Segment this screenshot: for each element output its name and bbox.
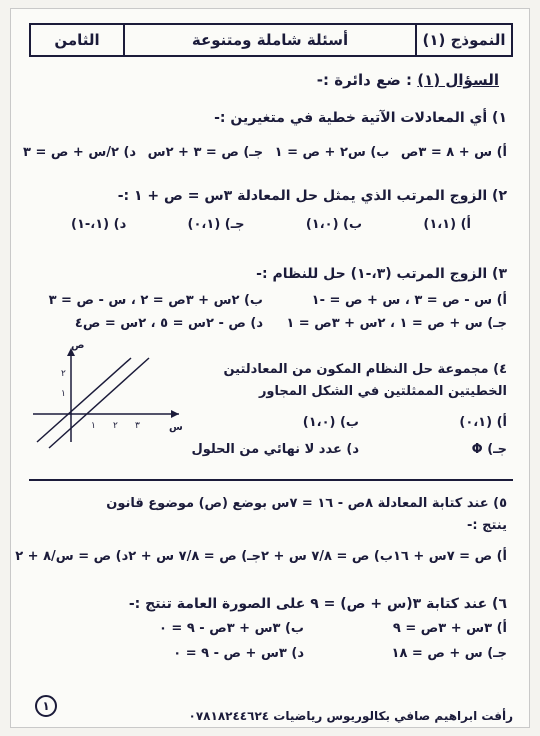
option[interactable]: ب) ص = ٧/٨ س + ٢ (260, 549, 393, 564)
question-4-options (191, 415, 507, 457)
option[interactable]: أ) س + ٨ = ٣ص (400, 145, 507, 160)
option[interactable]: د) عدد لا نهائي من الحلول (191, 442, 359, 457)
option[interactable]: د) ص - ٢س = ٥ ، ٢س = ص٤ (74, 316, 263, 331)
option[interactable]: د) (١،-١) (71, 217, 127, 232)
y-axis-label: ص (71, 340, 85, 351)
question-3-options (23, 293, 507, 331)
lines-graph (31, 340, 183, 444)
option[interactable]: ب) (١،٠) (302, 415, 359, 430)
x-tick: ٣ (135, 421, 140, 431)
option[interactable]: ب) ٢س + ٣ص = ٢ ، س - ص = ٣ (48, 293, 263, 308)
option[interactable]: جـ) س + ص = ١ ، ٢س + ٣ص = ١ (286, 316, 507, 331)
y-tick: ٢ (61, 369, 66, 379)
option[interactable]: أ) (١،١) (423, 217, 471, 232)
option[interactable]: ب) س٢ + ص = ١ (274, 145, 390, 160)
question-5-options (15, 549, 507, 564)
x-axis-label: س (169, 422, 183, 433)
option[interactable]: أ) (٠،١) (459, 415, 507, 430)
header-title: أسئلة شاملة ومتنوعة (123, 25, 415, 55)
y-tick: ١ (61, 389, 66, 399)
question-6-stem: ٦) عند كتابة ٣(س + ص) = ٩ على الصورة العامة تنتج :- (128, 596, 507, 612)
option[interactable]: جـ) (٠،١) (187, 217, 245, 232)
section-instruction: : ضع دائرة :- (316, 71, 413, 89)
question-1-options (23, 145, 507, 160)
option[interactable]: د) ٢/س + ص = ٣ (23, 145, 137, 160)
option[interactable]: أ) س - ص = ٣ ، س + ص = -١ (311, 293, 507, 308)
question-1-stem: ١) أي المعادلات الآتية خطية في متغيرين :- (214, 110, 507, 126)
option[interactable]: جـ) ص = ٧/٨ س + ٢ (128, 549, 261, 564)
option[interactable]: جـ) Φ (471, 442, 507, 457)
question-6-options (101, 621, 507, 661)
x-tick: ١ (91, 421, 96, 431)
option[interactable]: جـ) س + ص = ١٨ (391, 646, 507, 661)
question-2-stem: ٢) الزوج المرتب الذي يمثل حل المعادلة ٣س = ص + ١ :- (117, 188, 507, 204)
option[interactable]: جـ) ص = ٣ + ٢س (147, 145, 264, 160)
divider (29, 479, 513, 481)
question-5-stem: ٥) عند كتابة المعادلة ٨ص - ١٦ = ٧س بوضع (ص) موضوع قانون ينتج :- (106, 496, 507, 533)
footer-author: رأفت ابراهيم صافي بكالوريوس رياضيات ٠٧٨١٨٢٤٤٦٢٤ (188, 709, 513, 723)
question-4-stem: ٤) مجموعة حل النظام المكون من المعادلتين الخطيتين الممثلتين في الشكل المجاور (223, 362, 507, 399)
option[interactable]: أ) ٣س + ٣ص = ٩ (392, 621, 507, 636)
header-grade: الثامن (54, 31, 100, 49)
page-number: ١ (35, 695, 57, 717)
option[interactable]: ب) (١،٠) (305, 217, 363, 232)
question-2-options (71, 217, 471, 232)
option[interactable]: د) ص = س/٨ + ٢ (15, 549, 129, 564)
header-model: النموذج (١) (415, 25, 511, 55)
option[interactable]: ب) ٣س + ٣ص - ٩ = ٠ (158, 621, 304, 636)
section-label: السؤال (١) (417, 71, 499, 89)
x-axis-arrow (171, 410, 179, 418)
option[interactable]: أ) ص = ٧س + ١٦ (392, 549, 507, 564)
header-bar (29, 23, 513, 57)
section-title (317, 71, 499, 89)
footer (29, 705, 513, 727)
option[interactable]: د) ٣س + ص - ٩ = ٠ (173, 646, 304, 661)
question-3-stem: ٣) الزوج المرتب (٣،-١) حل للنظام :- (256, 266, 507, 282)
x-tick: ٢ (113, 421, 118, 431)
worksheet-page (10, 8, 530, 728)
